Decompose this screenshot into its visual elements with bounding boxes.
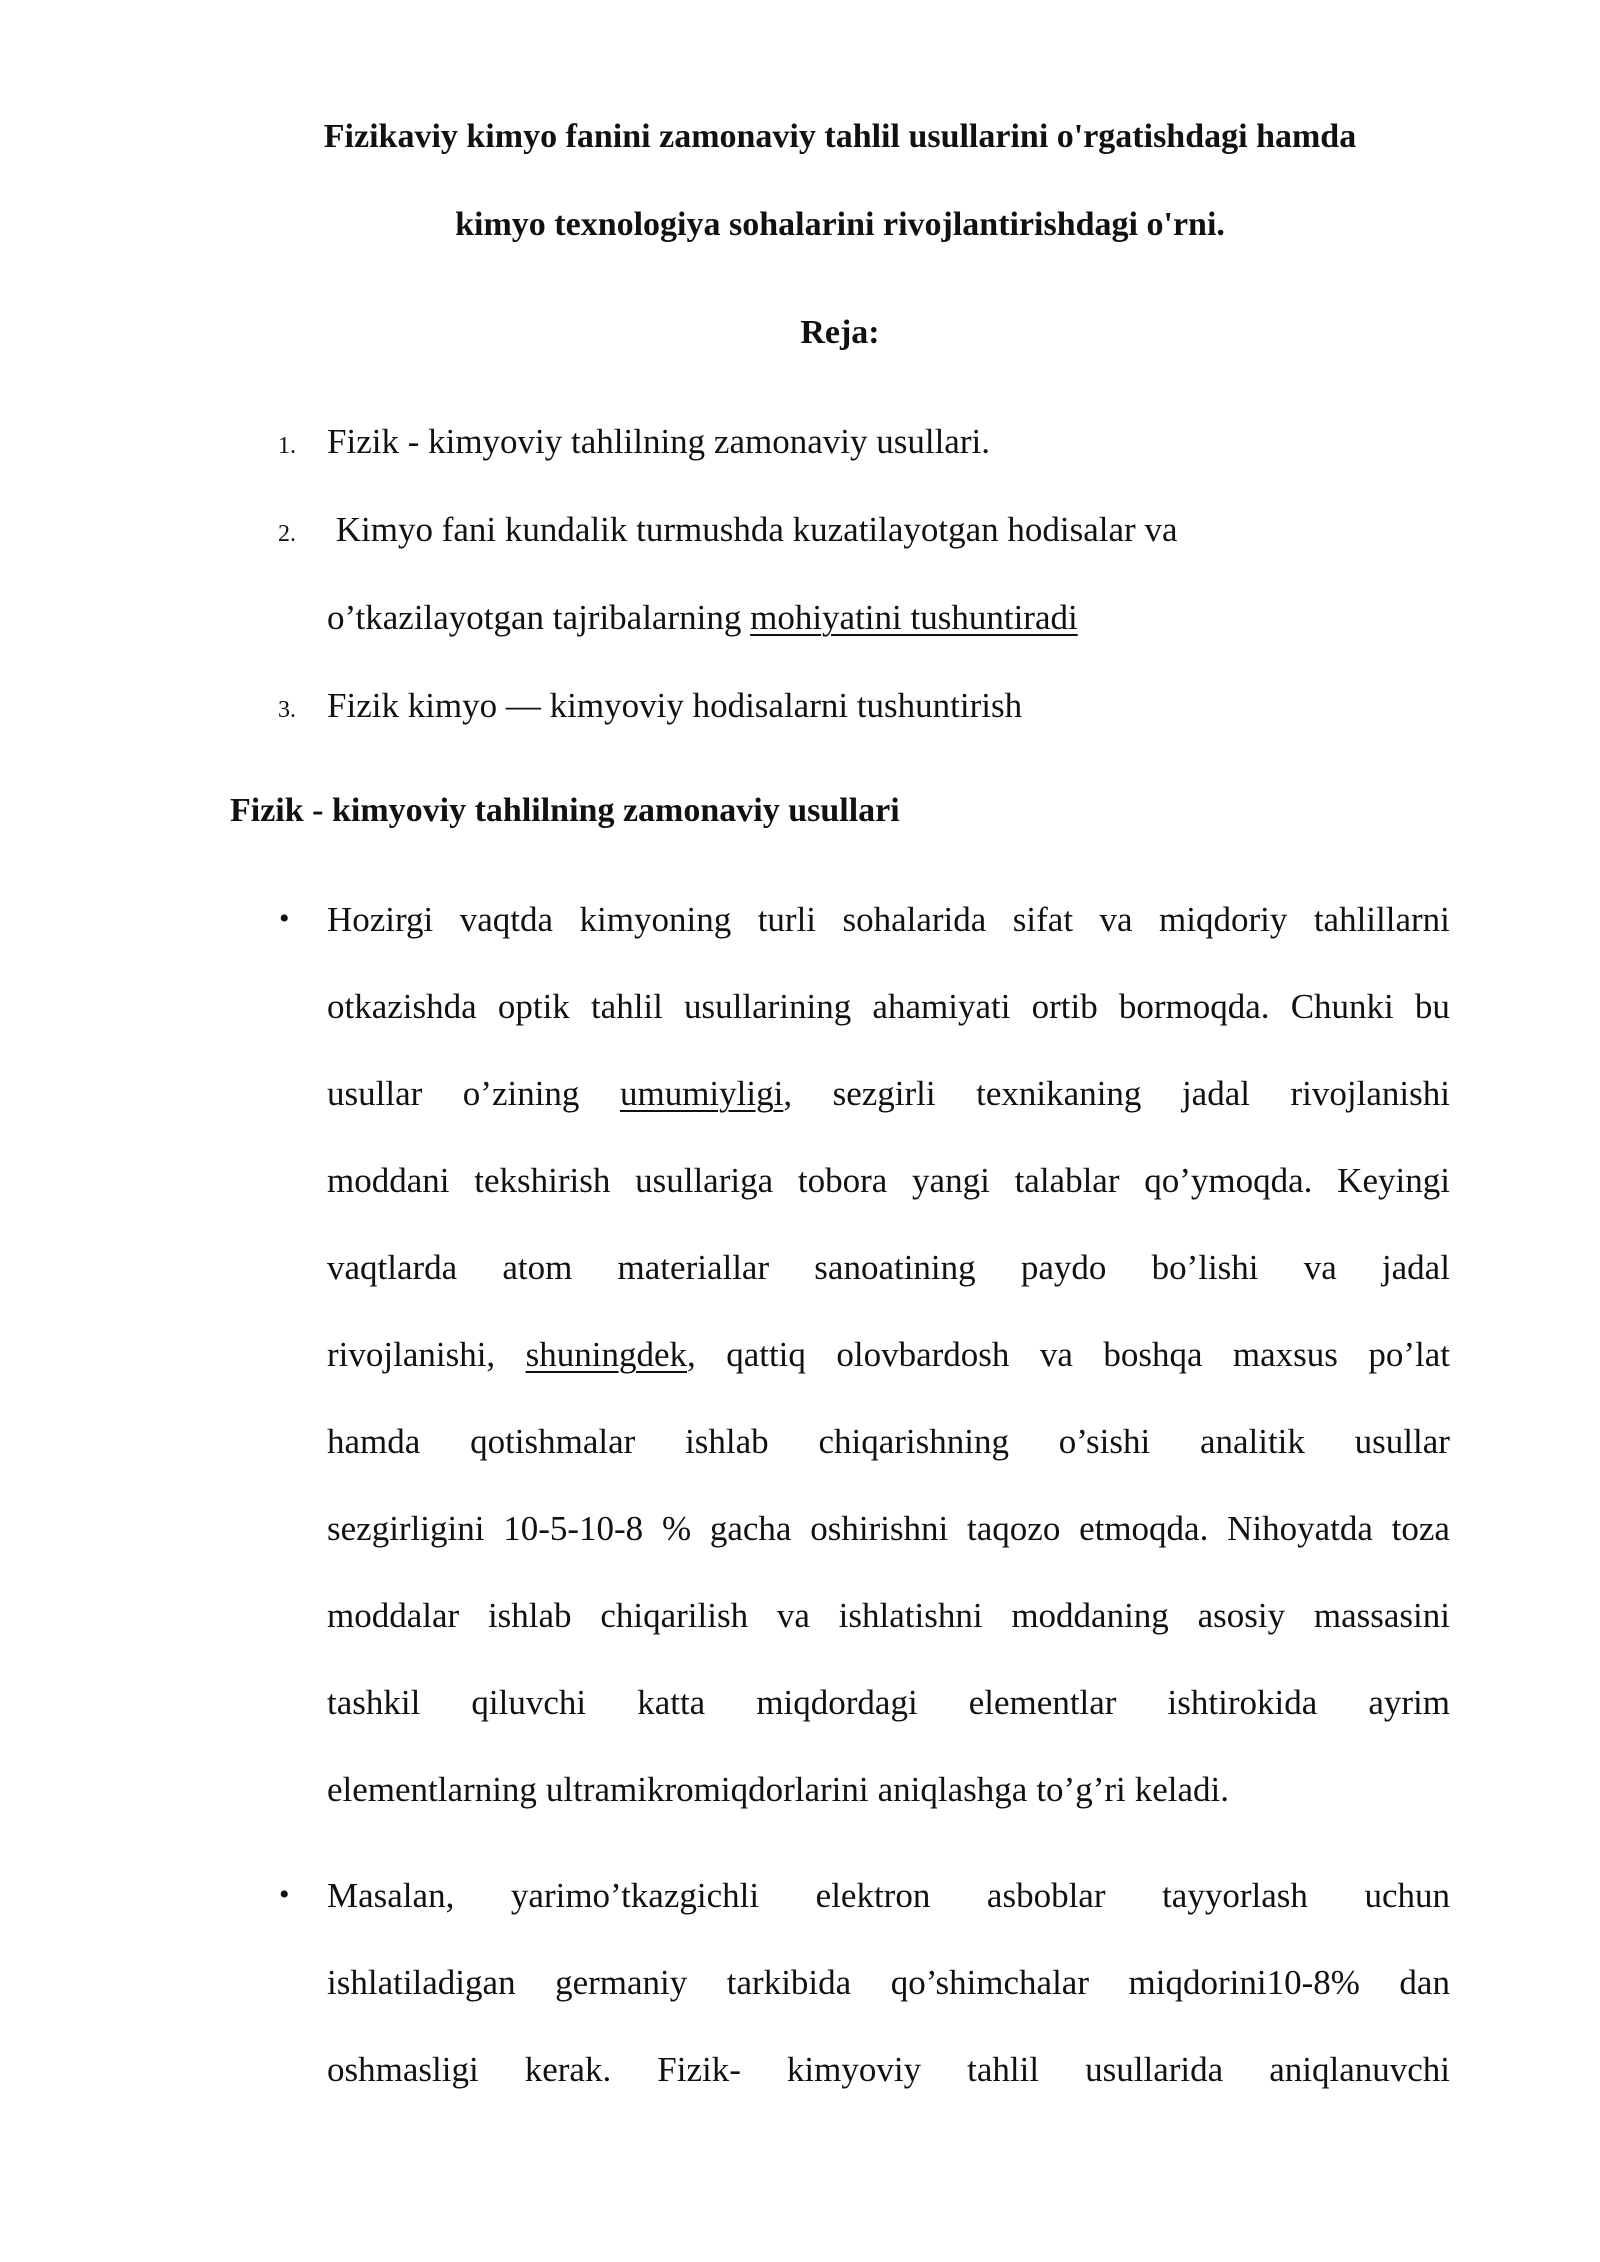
word: sohalarida [842,900,987,939]
word: ishlab [487,1596,572,1635]
word: analitik [1199,1422,1305,1461]
plan-item-text: o’tkazilayotgan tajribalarning mohiyatini tushuntiradi [327,598,1078,637]
word: Hozirgi [327,900,434,939]
word: paydo [1020,1248,1107,1287]
word: uchun [1364,1876,1450,1915]
word: sezgirli [832,1074,936,1113]
word: va [1039,1335,1073,1374]
word: va [1303,1248,1337,1287]
word: umumiyligi, [619,1074,793,1113]
word: po’lat [1368,1335,1450,1374]
word: shuningdek, [525,1335,696,1374]
word: usullarining [684,987,852,1026]
plan-item-number: 1. [278,433,296,459]
section-heading: Fizik - kimyoviy tahlilning zamonaviy usullari [230,792,900,829]
word: ortib [1031,987,1098,1026]
word: taqozo [967,1509,1061,1548]
word: va [1099,900,1133,939]
word: Keyingi [1337,1161,1450,1200]
bullet-marker: • [279,1878,290,1911]
word: elementlar [968,1683,1117,1722]
word: moddaning [1011,1596,1169,1635]
word: qattiq [726,1335,806,1374]
word: miqdordagi [756,1683,918,1722]
word: bormoqda. [1118,987,1270,1026]
word: kimyoviy [786,2050,922,2089]
paragraph-2-line-2 [327,1963,1450,2003]
word: tayyorlash [1162,1876,1308,1915]
word: moddani [327,1161,450,1200]
word: ishlatiladigan [327,1963,516,2002]
word: usullar [327,1074,423,1113]
word: kerak. [524,2050,612,2089]
word: rivojlanishi, [327,1335,496,1374]
document-title-line-1: Fizikaviy kimyo fanini zamonaviy tahlil usullarini o'rgatishdagi hamda [323,118,1357,155]
word: tekshirish [474,1161,611,1200]
word: boshqa [1103,1335,1203,1374]
word: ahamiyati [872,987,1011,1026]
word: oshmasligi [327,2050,479,2089]
word: massasini [1313,1596,1450,1635]
word: olovbardosh [836,1335,1010,1374]
word: ishlab [685,1422,769,1461]
paragraph-1-line-6 [327,1335,1450,1375]
word: tahlil [967,2050,1040,2089]
plan-heading: Reja: [800,314,880,351]
word: ultramikromiqdorlarini [545,1770,869,1809]
paragraph-2-line-1 [327,1876,1450,1916]
word: atom [502,1248,573,1287]
word: miqdorini10-8% [1128,1963,1360,2002]
word: to’g’ri [1036,1770,1126,1809]
word: sanoatining [814,1248,976,1287]
word: rivojlanishi [1290,1074,1450,1113]
word: tarkibida [726,1963,852,2002]
word: tahlillarni [1313,900,1450,939]
word: asosiy [1197,1596,1286,1635]
word: toza [1391,1509,1450,1548]
word: oshirishni [810,1509,949,1548]
paragraph-1-line-9 [327,1596,1450,1636]
word: germaniy [555,1963,688,2002]
word: etmoqda. [1079,1509,1209,1548]
word: texnikaning [976,1074,1142,1113]
word: qotishmalar [470,1422,636,1461]
word: % [661,1509,692,1548]
plan-item-number: 2. [278,521,296,547]
word: 10-5-10-8 [503,1509,644,1548]
word: turli [757,900,817,939]
word: Nihoyatda [1227,1509,1373,1548]
word: chiqarishning [818,1422,1009,1461]
paragraph-1-line-4 [327,1161,1450,1201]
paragraph-1-line-1 [327,900,1450,940]
paragraph-1-line-11 [327,1770,1450,1810]
word: moddalar [327,1596,460,1635]
word: miqdoriy [1159,900,1288,939]
word: bo’lishi [1151,1248,1259,1287]
word: dan [1399,1963,1450,2002]
paragraph-2-line-3 [327,2050,1450,2090]
word: bu [1414,987,1450,1026]
word: hamda [327,1422,421,1461]
paragraph-1-line-2 [327,987,1450,1027]
word: tahlil [590,987,663,1026]
plan-item-text: Kimyo fani kundalik turmushda kuzatilayotgan hodisalar va [327,510,1178,549]
word: asboblar [986,1876,1106,1915]
word: tashkil [327,1683,421,1722]
word: qiluvchi [471,1683,587,1722]
word: usullarida [1085,2050,1224,2089]
word: sifat [1012,900,1074,939]
word: elementlarning [327,1770,537,1809]
word: katta [637,1683,706,1722]
word: otkazishda [327,987,477,1026]
plan-item-text: Fizik - kimyoviy tahlilning zamonaviy usullari. [327,422,990,461]
word: materiallar [617,1248,770,1287]
word: aniqlashga [877,1770,1028,1809]
bullet-marker: • [279,902,290,935]
word: va [776,1596,810,1635]
word: talablar [1014,1161,1120,1200]
word: Masalan, [327,1876,455,1915]
word: kimyoning [579,900,732,939]
word: vaqtda [459,900,554,939]
document-title-line-2: kimyo texnologiya sohalarini rivojlantirishdagi o'rni. [455,206,1225,243]
word: qo’shimchalar [890,1963,1089,2002]
underlined-word: umumiyligi [619,1074,784,1113]
word: keladi. [1134,1770,1230,1809]
word: maxsus [1232,1335,1338,1374]
word: o’zining [462,1074,580,1113]
word: jadal [1181,1074,1250,1113]
word: sezgirligini [327,1509,485,1548]
paragraph-1-line-5 [327,1248,1450,1288]
word: tobora [797,1161,888,1200]
word: yarimo’tkazgichli [510,1876,760,1915]
word: vaqtlarda [327,1248,458,1287]
word: Fizik- [657,2050,741,2089]
word: ishlatishni [838,1596,983,1635]
word: Chunki [1290,987,1394,1026]
word: aniqlanuvchi [1269,2050,1450,2089]
word: optik [497,987,570,1026]
paragraph-1-line-10 [327,1683,1450,1723]
word: o’sishi [1058,1422,1151,1461]
paragraph-1-line-3 [327,1074,1450,1114]
word: yangi [912,1161,990,1200]
word: chiqarilish [600,1596,749,1635]
plan-item-text: Fizik kimyo — kimyoviy hodisalarni tushuntirish [327,686,1023,725]
paragraph-1-line-7 [327,1422,1450,1462]
word: ishtirokida [1167,1683,1318,1722]
paragraph-1-line-8 [327,1509,1450,1549]
word: usullariga [635,1161,774,1200]
word: ayrim [1368,1683,1450,1722]
underlined-word: shuningdek [525,1335,688,1374]
plan-item-number: 3. [278,697,296,723]
word: elektron [815,1876,931,1915]
word: gacha [709,1509,792,1548]
word: qo’ymoqda. [1144,1161,1313,1200]
word: usullar [1354,1422,1450,1461]
word: jadal [1381,1248,1450,1287]
underlined-phrase: mohiyatini tushuntiradi [750,598,1078,637]
